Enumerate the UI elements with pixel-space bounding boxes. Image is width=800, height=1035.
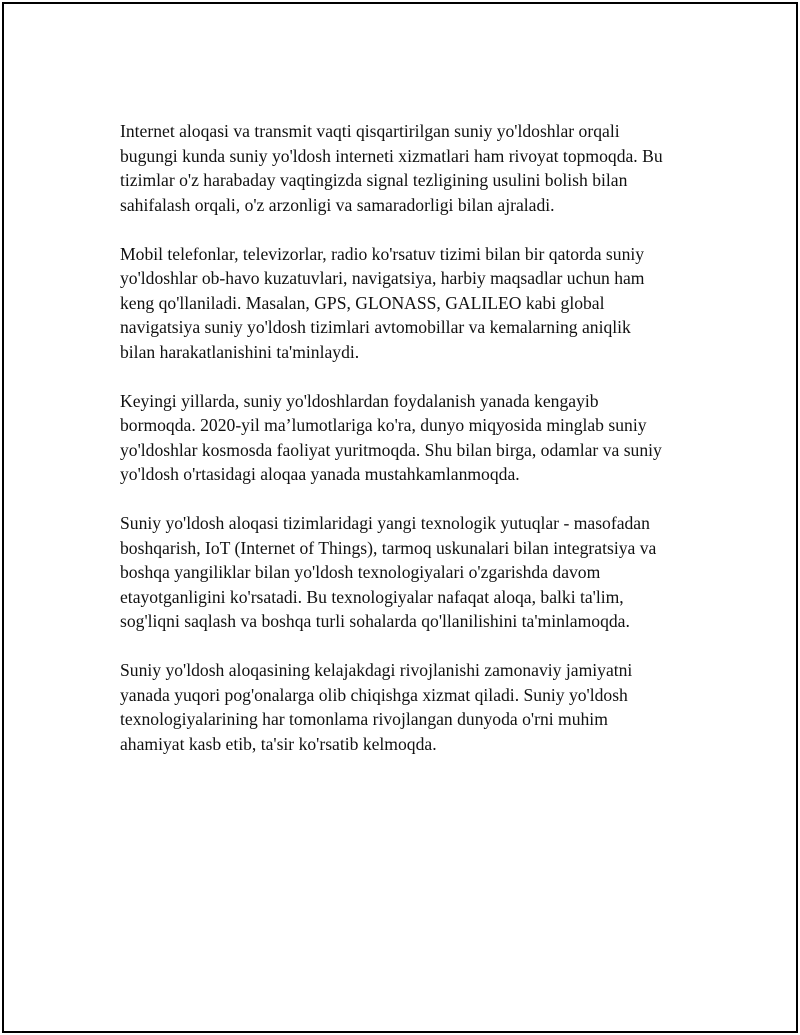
text-line: yo'ldoshlar kosmosda faoliyat yuritmoqda. Shu bilan birga, odamlar va suniy: [120, 439, 662, 460]
text-line: Mobil telefonlar, televizorlar, radio ko'rsatuv tizimi bilan bir qatorda suniy: [120, 243, 645, 264]
text-line: sog'liqni saqlash va boshqa turli sohalarda qo'llanilishini ta'minlamoqda.: [120, 611, 630, 631]
text-line: yo'ldosh o'rtasidagi aloqaa yanada mustahkamlanmoqda.: [120, 464, 520, 484]
text-line: bilan harakatlanishini ta'minlaydi.: [120, 341, 360, 362]
text-line: Suniy yo'ldosh aloqasi tizimlaridagi yangi texnologik yutuqlar - masofadan: [120, 513, 650, 533]
text-line: ahamiyat kasb etib, ta'sir ko'rsatib kelmoqda.: [120, 733, 437, 754]
document-body: [120, 119, 700, 781]
text-line: boshqa yangiliklar bilan yo'ldosh texnologiyalari o'zgarishda davom: [120, 562, 601, 582]
paragraph-5: [120, 658, 700, 756]
text-line: navigatsiya suniy yo'ldosh tizimlari avtomobillar va kemalarning aniqlik: [120, 317, 631, 337]
text-line: tizimlar o'z harabaday vaqtingizda signal tezligining usulini bolish bilan: [120, 170, 628, 190]
text-line: yo'ldoshlar ob-havo kuzatuvlari, navigatsiya, harbiy maqsadlar uchun ham: [120, 268, 645, 288]
text-line: texnologiyalarining har tomonlama rivojlangan dunyoda o'rni muhim: [120, 709, 608, 729]
paragraph-4: [120, 511, 700, 634]
paragraph-1: [120, 119, 700, 217]
text-line: Internet aloqasi va transmit vaqti qisqartirilgan suniy yo'ldoshlar orqali: [120, 121, 620, 141]
text-line: keng qo'llaniladi. Masalan, GPS, GLONASS, GALILEO kabi global: [120, 292, 605, 313]
page-frame: [2, 2, 798, 1033]
paragraph-2: [120, 242, 700, 365]
text-line: sahifalash orqali, o'z arzonligi va samaradorligi bilan ajraladi.: [120, 194, 555, 215]
text-line: bormoqda. 2020-yil ma’lumotlariga ko'ra, dunyo miqyosida minglab suniy: [120, 415, 647, 435]
text-line: yanada yuqori pog'onalarga olib chiqishga xizmat qiladi. Suniy yo'ldosh: [120, 684, 628, 705]
paragraph-3: [120, 389, 700, 487]
text-line: Keyingi yillarda, suniy yo'ldoshlardan foydalanish yanada kengayib: [120, 390, 599, 411]
text-line: etayotganligini ko'rsatadi. Bu texnologiyalar nafaqat aloqa, balki ta'lim,: [120, 586, 624, 607]
text-line: Suniy yo'ldosh aloqasining kelajakdagi rivojlanishi zamonaviy jamiyatni: [120, 660, 633, 680]
text-line: boshqarish, IoT (Internet of Things), tarmoq uskunalari bilan integratsiya va: [120, 537, 657, 558]
text-line: bugungi kunda suniy yo'ldosh interneti xizmatlari ham rivoyat topmoqda. Bu: [120, 145, 663, 166]
